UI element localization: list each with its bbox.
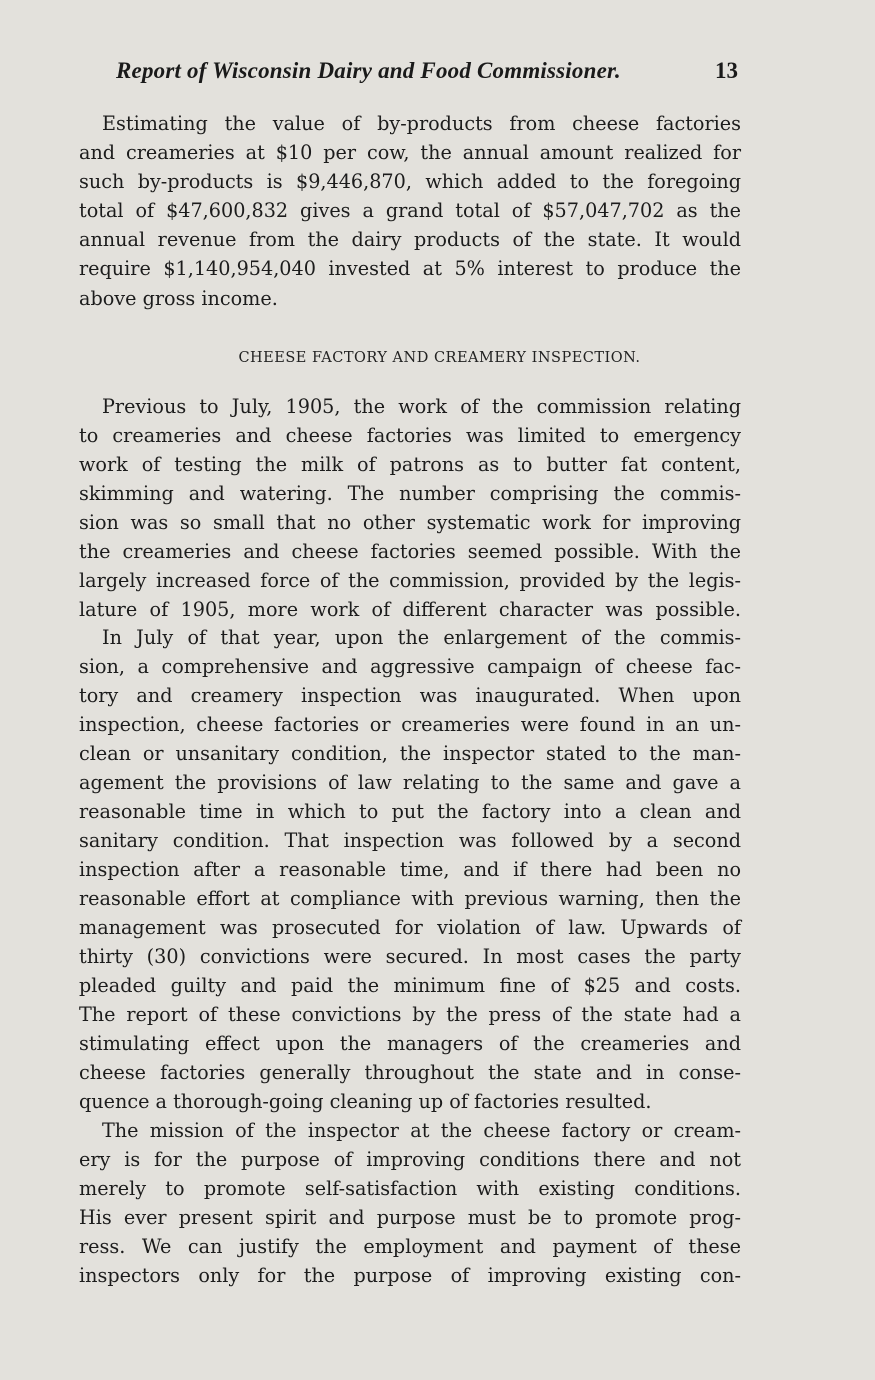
text-line: The mission of the inspector at the cheese factory or cream- <box>102 1119 741 1142</box>
text-line: thirty (30) convictions were secured. In most cases the party <box>79 945 741 968</box>
text-line: inspection after a reasonable time, and if there had been no <box>79 858 741 881</box>
text-line: and creameries at $10 per cow, the annual amount realized for <box>79 141 741 164</box>
text-line: the creameries and cheese factories seemed possible. With the <box>79 540 741 563</box>
text-line: inspectors only for the purpose of improving existing con- <box>79 1264 741 1287</box>
text-line: lature of 1905, more work of different character was possible. <box>79 598 741 621</box>
text-line: In July of that year, upon the enlargement of the commis- <box>102 626 741 649</box>
text-line: ress. We can justify the employment and payment of these <box>79 1235 741 1258</box>
text-line: sion was so small that no other systematic work for improving <box>79 511 741 534</box>
text-line: largely increased force of the commission, provided by the legis- <box>79 569 741 592</box>
text-line: His ever present spirit and purpose must be to promote prog- <box>79 1206 741 1229</box>
text-line: quence a thorough-going cleaning up of factories resulted. <box>79 1090 652 1113</box>
text-line: sion, a comprehensive and aggressive campaign of cheese fac- <box>79 655 741 678</box>
text-line: management was prosecuted for violation of law. Upwards of <box>79 916 741 939</box>
text-line: reasonable time in which to put the factory into a clean and <box>79 800 741 823</box>
text-line: skimming and watering. The number comprising the commis- <box>79 482 741 505</box>
text-line: work of testing the milk of patrons as to butter fat content, <box>79 453 741 476</box>
text-line: Estimating the value of by-products from cheese factories <box>102 112 741 135</box>
text-line: to creameries and cheese factories was limited to emergency <box>79 424 741 447</box>
section-heading <box>0 350 875 366</box>
text-line: reasonable effort at compliance with previous warning, then the <box>79 887 741 910</box>
text-line: above gross income. <box>79 287 278 310</box>
text-line: agement the provisions of law relating to the same and gave a <box>79 771 741 794</box>
text-line: total of $47,600,832 gives a grand total of $57,047,702 as the <box>79 199 741 222</box>
text-line: such by-products is $9,446,870, which added to the foregoing <box>79 170 741 193</box>
text-line: cheese factories generally throughout the state and in conse- <box>79 1061 741 1084</box>
text-line: require $1,140,954,040 invested at 5% interest to produce the <box>79 257 741 280</box>
text-line: The report of these convictions by the press of the state had a <box>79 1003 741 1026</box>
text-line: tory and creamery inspection was inaugurated. When upon <box>79 684 741 707</box>
section-heading-text: CHEESE FACTORY AND CREAMERY INSPECTION. <box>238 350 641 366</box>
text-line: annual revenue from the dairy products of the state. It would <box>79 228 741 251</box>
running-title: Report of Wisconsin Dairy and Food Commissioner. <box>116 58 621 83</box>
text-line: clean or unsanitary condition, the inspector stated to the man- <box>79 742 741 765</box>
text-line: sanitary condition. That inspection was followed by a second <box>79 829 741 852</box>
text-line: Previous to July, 1905, the work of the commission relating <box>102 395 741 418</box>
text-line: ery is for the purpose of improving conditions there and not <box>79 1148 741 1171</box>
running-header <box>116 58 742 90</box>
text-line: merely to promote self-satisfaction with existing conditions. <box>79 1177 741 1200</box>
text-line: pleaded guilty and paid the minimum fine of $25 and costs. <box>79 974 741 997</box>
text-line: stimulating effect upon the managers of the creameries and <box>79 1032 741 1055</box>
page-number: 13 <box>715 58 738 83</box>
text-line: inspection, cheese factories or creameries were found in an un- <box>79 713 741 736</box>
